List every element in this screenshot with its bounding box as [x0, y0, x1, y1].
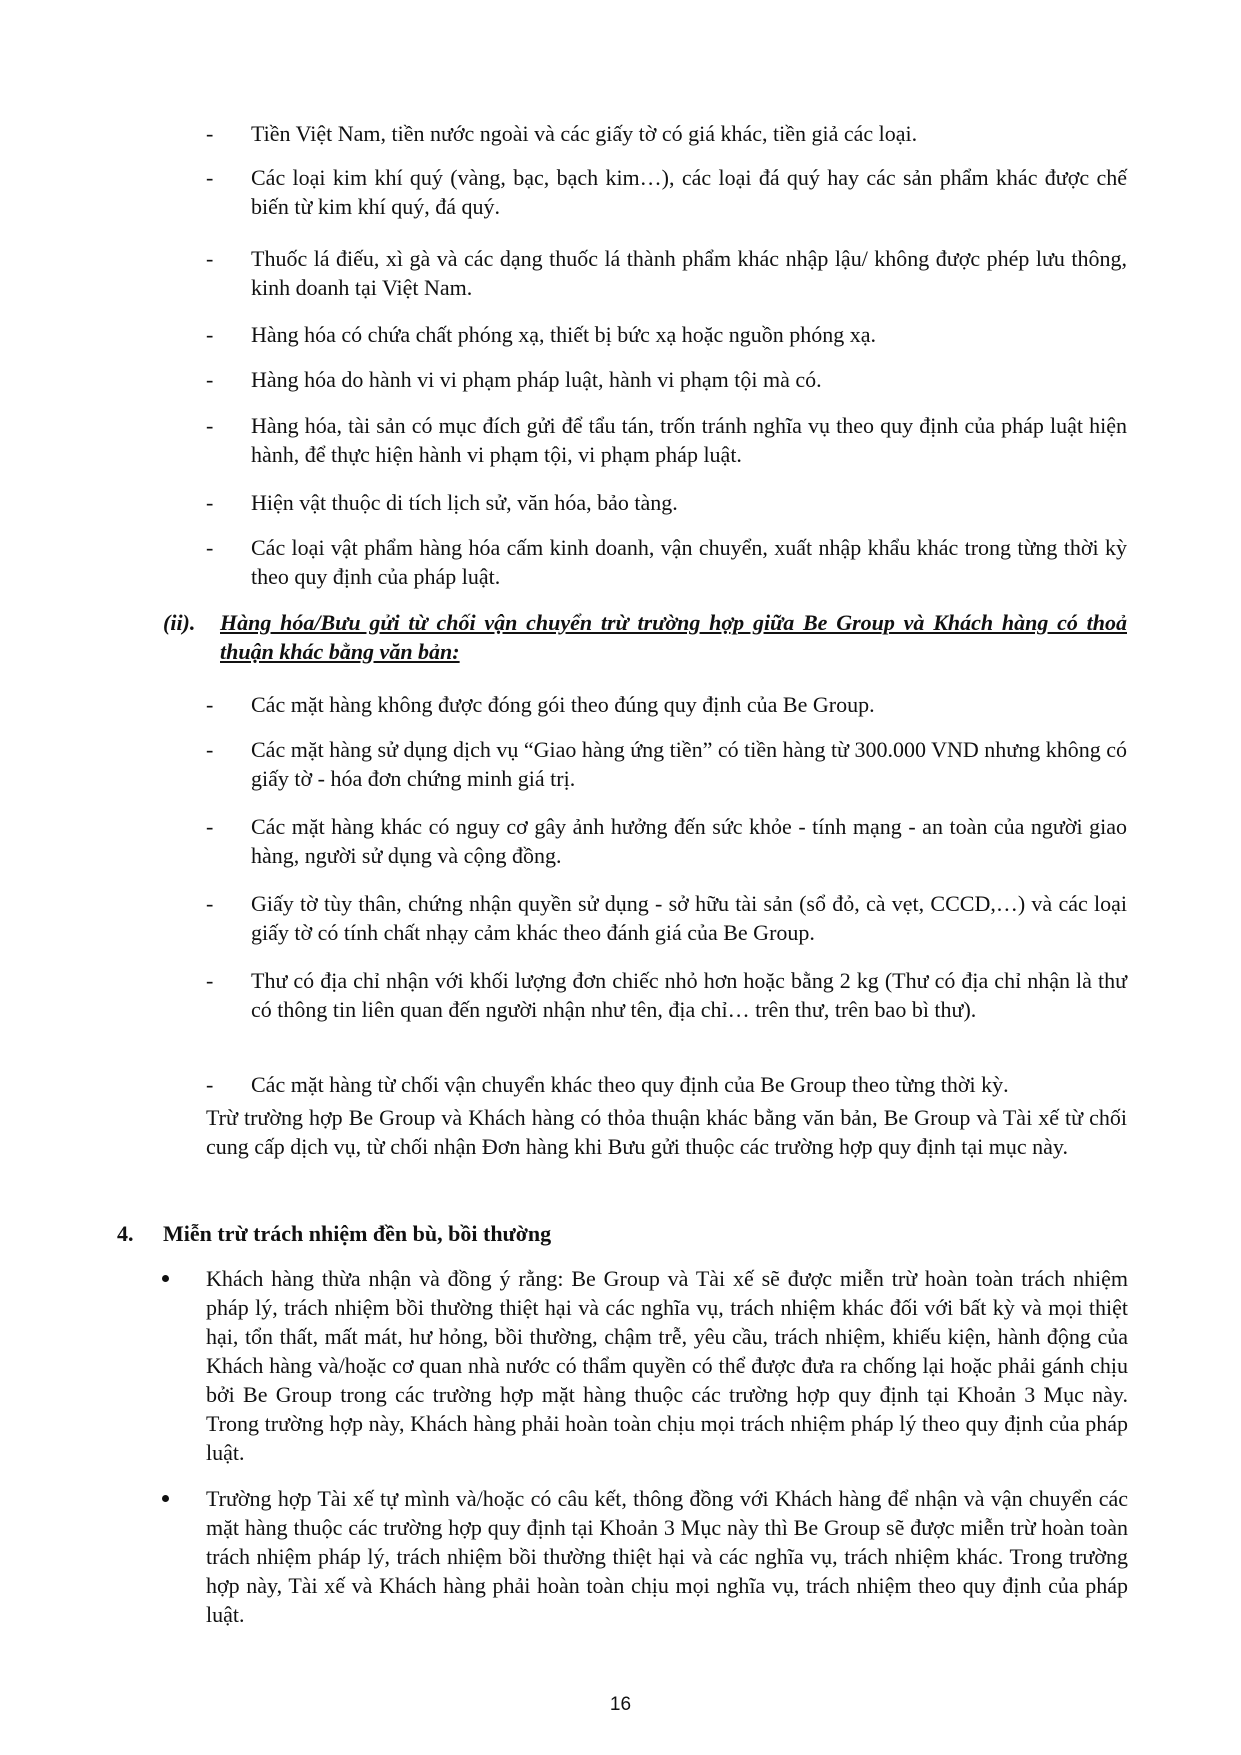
- bullet-text: Khách hàng thừa nhận và đồng ý rằng: Be Group và Tài xế sẽ được miễn trừ hoàn toàn trách nhiệm pháp lý, trách nhiệm bồi thường thiệt hại và các nghĩa vụ, trách nhiệm khác đối với bất kỳ và mọi thiệt hại, tổn thất, mất mát, hư hỏng, bồi thường, chậm trễ, yêu cầu, trách nhiệm, khiếu kiện, hành động của Khách hàng và/hoặc cơ quan nhà nước có thẩm quyền có thể được đưa ra chống lại hoặc phải gánh chịu bởi Be Group trong các trường hợp mặt hàng thuộc các trường hợp quy định tại Khoản 3 Mục này. Trong trường hợp này, Khách hàng phải hoàn toàn chịu mọi trách nhiệm pháp lý theo quy định của pháp luật.: [206, 1266, 1128, 1465]
- dash-marker: -: [206, 165, 214, 190]
- dash-marker: -: [206, 246, 214, 271]
- list-item-text: Hàng hóa do hành vi vi phạm pháp luật, hành vi phạm tội mà có.: [251, 367, 822, 392]
- list-item-text: Các mặt hàng sử dụng dịch vụ “Giao hàng ứng tiền” có tiền hàng từ 300.000 VND nhưng không có giấy tờ - hóa đơn chứng minh giá trị.: [251, 737, 1127, 791]
- closing-paragraph: Trừ trường hợp Be Group và Khách hàng có thỏa thuận khác bằng văn bản, Be Group và Tài xế từ chối cung cấp dịch vụ, từ chối nhận Đơn hàng khi Bưu gửi thuộc các trường hợp quy định tại mục này.: [206, 1105, 1127, 1159]
- list-item-text: Các mặt hàng khác có nguy cơ gây ảnh hưởng đến sức khỏe - tính mạng - an toàn của người giao hàng, người sử dụng và cộng đồng.: [251, 814, 1127, 868]
- list-item-text: Các loại kim khí quý (vàng, bạc, bạch kim…), các loại đá quý hay các sản phẩm khác được chế biến từ kim khí quý, đá quý.: [251, 165, 1127, 219]
- list-item-text: Tiền Việt Nam, tiền nước ngoài và các giấy tờ có giá khác, tiền giả các loại.: [251, 121, 918, 146]
- subsection-number: (ii).: [163, 610, 196, 635]
- list-item-text: Thư có địa chỉ nhận với khối lượng đơn chiếc nhỏ hơn hoặc bằng 2 kg (Thư có địa chỉ nhận là thư có thông tin liên quan đến người nhận như tên, địa chỉ… trên thư, trên bao bì thư).: [251, 968, 1127, 1022]
- dash-marker: -: [206, 367, 214, 392]
- page-number: 16: [609, 1694, 632, 1715]
- list-item-text: Các loại vật phẩm hàng hóa cấm kinh doanh, vận chuyển, xuất nhập khẩu khác trong từng thời kỳ theo quy định của pháp luật.: [251, 535, 1127, 589]
- list-item-text: Hàng hóa, tài sản có mục đích gửi để tẩu tán, trốn tránh nghĩa vụ theo quy định của pháp luật hiện hành, để thực hiện hành vi phạm tội, vi phạm pháp luật.: [251, 413, 1127, 467]
- dash-marker: -: [206, 535, 214, 560]
- list-item-text: Giấy tờ tùy thân, chứng nhận quyền sử dụng - sở hữu tài sản (sổ đỏ, cà vẹt, CCCD,…) và các loại giấy tờ có tính chất nhạy cảm khác theo đánh giá của Be Group.: [251, 891, 1127, 945]
- dash-marker: -: [206, 692, 214, 717]
- section-number: 4.: [117, 1221, 134, 1246]
- dash-marker: -: [206, 490, 214, 515]
- dash-marker: -: [206, 814, 214, 839]
- list-item-text: Các mặt hàng không được đóng gói theo đúng quy định của Be Group.: [251, 692, 875, 717]
- bullet-dot: [162, 1275, 169, 1282]
- dash-marker: -: [206, 891, 214, 916]
- dash-marker: -: [206, 1072, 214, 1097]
- dash-marker: -: [206, 121, 214, 146]
- dash-marker: -: [206, 968, 214, 993]
- dash-marker: -: [206, 413, 214, 438]
- list-item-text: Hàng hóa có chứa chất phóng xạ, thiết bị bức xạ hoặc nguồn phóng xạ.: [251, 322, 877, 347]
- dash-marker: -: [206, 737, 214, 762]
- section-title: Miễn trừ trách nhiệm đền bù, bồi thường: [163, 1221, 552, 1246]
- list-item-text: Hiện vật thuộc di tích lịch sử, văn hóa, bảo tàng.: [251, 490, 678, 515]
- list-item-text: Thuốc lá điếu, xì gà và các dạng thuốc lá thành phẩm khác nhập lậu/ không được phép lưu thông, kinh doanh tại Việt Nam.: [251, 246, 1127, 300]
- bullet-text: Trường hợp Tài xế tự mình và/hoặc có câu kết, thông đồng với Khách hàng để nhận và vận chuyển các mặt hàng thuộc các trường hợp quy định tại Khoản 3 Mục này thì Be Group sẽ được miễn trừ hoàn toàn trách nhiệm pháp lý, trách nhiệm bồi thường thiệt hại và các nghĩa vụ, trách nhiệm khác. Trong trường hợp này, Tài xế và Khách hàng phải hoàn toàn chịu mọi nghĩa vụ, trách nhiệm theo quy định của pháp luật.: [206, 1486, 1128, 1627]
- list-item-text: Các mặt hàng từ chối vận chuyển khác theo quy định của Be Group theo từng thời kỳ.: [251, 1072, 1009, 1097]
- dash-marker: -: [206, 322, 214, 347]
- subsection-title: Hàng hóa/Bưu gửi từ chối vận chuyển trừ trường hợp giữa Be Group và Khách hàng có thoả thuận khác bằng văn bản:: [220, 610, 1127, 664]
- bullet-dot: [162, 1495, 169, 1502]
